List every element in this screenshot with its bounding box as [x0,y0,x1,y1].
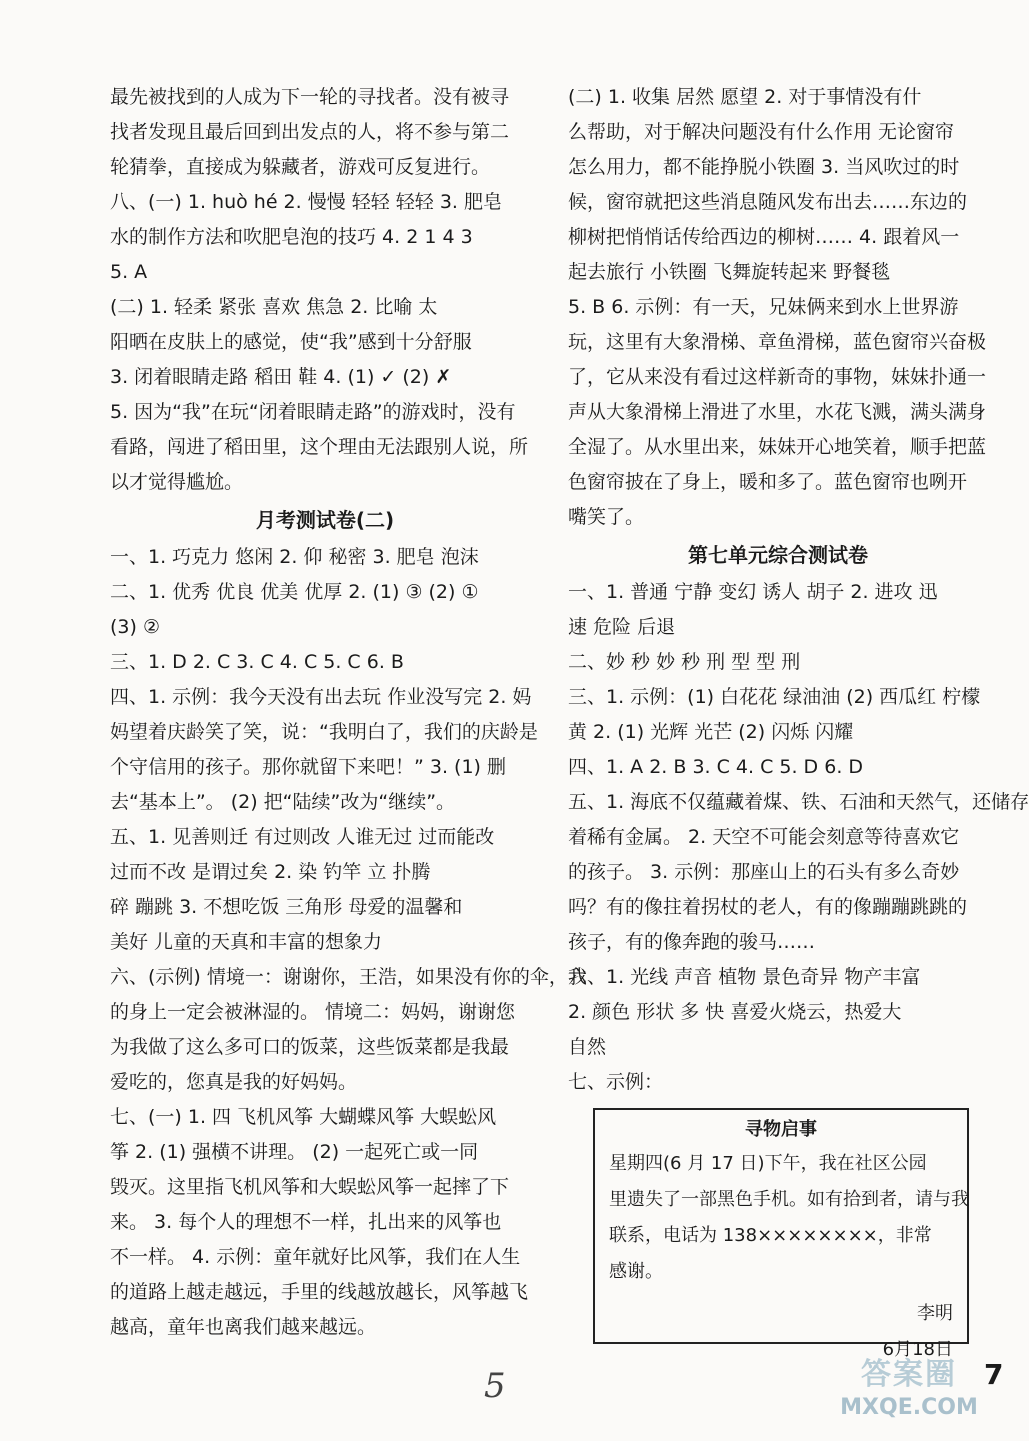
section-heading: 月考测试卷(二) [255,508,395,532]
text-line: 七、示例： [568,1071,664,1093]
text-line: (二) 1. 收集 居然 愿望 2. 对于事情没有什 [568,86,922,108]
notice-signature: 李明 [917,1303,953,1324]
text-line: 二、妙 秒 妙 秒 刑 型 型 刑 [568,651,801,673]
text-line: 声从大象滑梯上滑进了水里，水花飞溅，满头满身 [568,401,987,423]
text-line: 以才觉得尴尬。 [110,471,244,493]
text-line: 吗？有的像拄着拐杖的老人，有的像蹦蹦跳跳的 [568,896,968,918]
text-line: 自然 [568,1036,607,1058]
text-line: 去“基本上”。 (2) 把“陆续”改为“继续”。 [110,791,456,813]
text-line: 5. A [110,261,148,283]
text-line: 筝 2. (1) 强横不讲理。 (2) 一起死亡或一同 [110,1141,479,1163]
text-line: 四、1. 示例：我今天没有出去玩 作业没写完 2. 妈 [110,686,532,708]
text-line: 五、1. 见善则迁 有过则改 人谁无过 过而能改 [110,826,495,848]
notice-line: 里遗失了一部黑色手机。如有拾到者，请与我 [609,1189,969,1210]
right-column [568,80,1029,1100]
text-line: 孩子，有的像奔跑的骏马…… [568,931,816,953]
left-column [110,80,587,1345]
text-line: 看路，闯进了稻田里，这个理由无法跟别人说，所 [110,436,529,458]
notice-date: 6月18日 [882,1339,953,1360]
text-line: 碎 蹦跳 3. 不想吃饭 三角形 母爱的温馨和 [110,896,463,918]
handwritten-mark: 5 [484,1366,506,1406]
text-line: 爱吃的，您真是我的好妈妈。 [110,1071,358,1093]
lost-item-notice [593,1108,969,1360]
text-line: 起去旅行 小铁圈 飞舞旋转起来 野餐毯 [568,261,891,283]
text-line: 一、1. 普通 宁静 变幻 诱人 胡子 2. 进攻 迅 [568,581,938,603]
text-line: 七、(一) 1. 四 飞机风筝 大蝴蝶风筝 大蜈蚣风 [110,1106,497,1128]
text-line: 找者发现且最后回到出发点的人，将不参与第二 [110,121,510,143]
notice-line: 联系，电话为 138××××××××，非常 [609,1225,932,1246]
text-line: 一、1. 巧克力 悠闲 2. 仰 秘密 3. 肥皂 泡沫 [110,546,479,568]
text-line: 黄 2. (1) 光辉 光芒 (2) 闪烁 闪耀 [568,721,854,743]
text-line: 过而不改 是谓过矣 2. 染 钓竿 立 扑腾 [110,861,431,883]
watermark-logo [830,1355,988,1429]
text-line: 怎么用力，都不能挣脱小铁圈 3. 当风吹过的时 [568,156,960,178]
text-line: 阳晒在皮肤上的感觉，使“我”感到十分舒服 [110,331,472,353]
text-line: 三、1. 示例：(1) 白花花 绿油油 (2) 西瓜红 柠檬 [568,686,981,708]
text-line: 三、1. D 2. C 3. C 4. C 5. C 6. B [110,651,404,673]
text-line: 的身上一定会被淋湿的。 情境二：妈妈，谢谢您 [110,1001,516,1023]
text-line: 5. 因为“我”在玩“闭着眼睛走路”的游戏时，没有 [110,401,516,423]
text-line: 四、1. A 2. B 3. C 4. C 5. D 6. D [568,756,864,778]
section-heading: 第七单元综合测试卷 [688,543,868,567]
text-line: 水的制作方法和吹肥皂泡的技巧 4. 2 1 4 3 [110,226,473,248]
text-line: 嘴笑了。 [568,506,645,528]
text-line: 候，窗帘就把这些消息随风发布出去……东边的 [568,191,968,213]
text-line: 越高，童年也离我们越来越远。 [110,1316,377,1338]
text-line: (3) ② [110,616,160,638]
text-line: 速 危险 后退 [568,616,676,638]
notice-body [609,1146,969,1290]
page-number: 7 [984,1358,1004,1391]
watermark-line1: 答案圈 [861,1357,957,1392]
text-line: 毁灭。这里指飞机风筝和大蜈蚣风筝一起摔了下 [110,1176,510,1198]
text-line: 5. B 6. 示例：有一天，兄妹俩来到水上世界游 [568,296,959,318]
notice-line: 感谢。 [609,1261,663,1282]
text-line: 美好 儿童的天真和丰富的想象力 [110,931,383,953]
text-line: 五、1. 海底不仅蕴藏着煤、铁、石油和天然气，还储存 [568,791,1029,813]
text-line: 全湿了。从水里出来，妹妹开心地笑着，顺手把蓝 [568,436,987,458]
text-line: 来。 3. 每个人的理想不一样，扎出来的风筝也 [110,1211,502,1233]
text-line: 色窗帘披在了身上，暖和多了。蓝色窗帘也咧开 [568,471,968,493]
text-line: 为我做了这么多可口的饭菜，这些饭菜都是我最 [110,1036,510,1058]
notice-title: 寻物启事 [745,1119,817,1140]
text-line: 八、(一) 1. huò hé 2. 慢慢 轻轻 轻轻 3. 肥皂 [110,191,503,213]
text-line: 2. 颜色 形状 多 快 喜爱火烧云，热爱大 [568,1001,902,1023]
text-line: 么帮助，对于解决问题没有什么作用 无论窗帘 [568,121,955,143]
text-line: 个守信用的孩子。那你就留下来吧！” 3. (1) 删 [110,756,507,778]
text-line: 妈望着庆龄笑了笑，说：“我明白了，我们的庆龄是 [110,721,538,743]
text-line: 轮猜拳，直接成为躲藏者，游戏可反复进行。 [110,156,491,178]
text-line: 柳树把悄悄话传给西边的柳树…… 4. 跟着风一 [568,226,960,248]
text-line: 了，它从来没有看过这样新奇的事物，妹妹扑通一 [568,366,987,388]
text-line: 六、1. 光线 声音 植物 景色奇异 物产丰富 [568,966,921,988]
text-line: 的道路上越走越远，手里的线越放越长，风筝越飞 [110,1281,529,1303]
text-line: 着稀有金属。 2. 天空不可能会刻意等待喜欢它 [568,826,960,848]
text-line: 二、1. 优秀 优良 优美 优厚 2. (1) ③ (2) ① [110,581,479,603]
notice-line: 星期四(6 月 17 日)下午，我在社区公园 [609,1153,927,1174]
text-line: 玩，这里有大象滑梯、章鱼滑梯，蓝色窗帘兴奋极 [568,331,987,353]
text-line: 不一样。 4. 示例：童年就好比风筝，我们在人生 [110,1246,521,1268]
text-line: (二) 1. 轻柔 紧张 喜欢 焦急 2. 比喻 太 [110,296,438,318]
text-line: 六、(示例) 情境一：谢谢你，王浩，如果没有你的伞，我 [110,966,587,988]
text-line: 最先被找到的人成为下一轮的寻找者。没有被寻 [110,86,510,108]
watermark-line2: MXQE.COM [840,1395,978,1420]
text-line: 的孩子。 3. 示例：那座山上的石头有多么奇妙 [568,861,960,883]
text-line: 3. 闭着眼睛走路 稻田 鞋 4. (1) ✓ (2) ✗ [110,366,452,388]
